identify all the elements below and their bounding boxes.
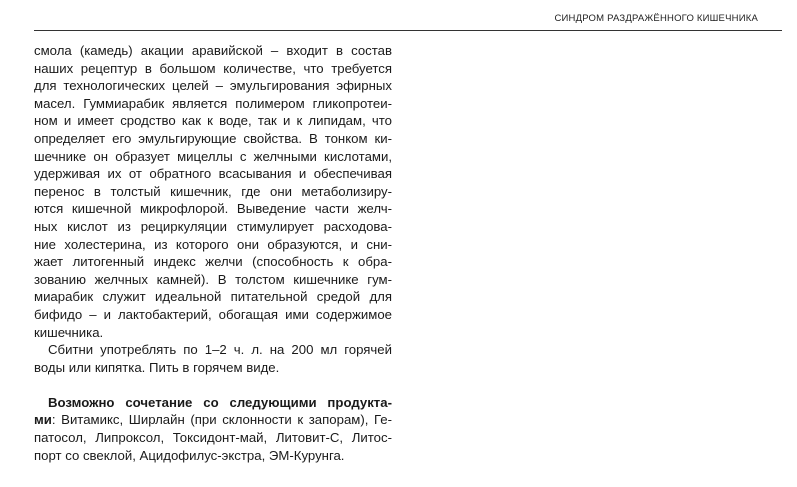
text-line: для технологических целей – эмульгирования эфирных [34, 78, 392, 94]
paragraph-gum-arabic [34, 42, 392, 341]
text-line: кишечника. [34, 324, 104, 340]
text-line: ных кислот из рециркуляции стимулирует расходова- [34, 218, 392, 234]
paragraph-usage [34, 341, 392, 376]
combination-products: : Витамикс, Ширлайн (при склонности к запорам), Ге- [51, 412, 392, 428]
text-line: наших рецептур в большом количестве, что требуется [34, 60, 392, 76]
text-line: Сбитни употреблять по 1–2 ч. л. на 200 мл горячей [48, 342, 392, 358]
text-line: миарабик служит идеальной питательной средой для [34, 289, 392, 305]
text-line: определяет его эмульгирующие свойства. В тонком ки- [34, 130, 392, 146]
text-line: воды или кипятка. Пить в горячем виде. [34, 359, 280, 375]
text-line: масел. Гуммиарабик является полимером гликопротеи- [34, 95, 392, 111]
paragraph-combination [34, 394, 392, 464]
text-line: порт со свеклой, Ацидофилус-экстра, ЭМ-Курунга. [34, 447, 345, 463]
text-line: патосол, Липроксол, Токсидонт-май, Литовит-С, Литос- [34, 430, 392, 446]
text-line: бифидо – и лактобактерий, обогащая ими содержимое [34, 306, 392, 322]
text-line: шечнике он образует мицеллы с желчными кислотами, [34, 148, 392, 164]
text-line [34, 411, 392, 429]
text-line: удерживая их от обратного всасывания и обеспечивая [34, 166, 392, 182]
header-rule [34, 30, 782, 31]
combination-heading-end: ми [34, 412, 52, 428]
text-line: ном и имеет сродство как к воде, так и к липидам, что [34, 113, 392, 129]
running-header: СИНДРОМ РАЗДРАЖЁННОГО КИШЕЧНИКА [554, 13, 758, 24]
text-line: ются кишечной микрофлорой. Выведение части желч- [34, 201, 392, 217]
text-line: перенос в толстый кишечник, где они метаболизиру- [34, 183, 392, 199]
text-column [34, 42, 392, 464]
paragraph-spacer [34, 376, 392, 394]
text-line: зованию желчных камней). В толстом кишечнике гум- [34, 271, 392, 287]
text-line: жает литогенный индекс желчи (способность к обра- [34, 254, 392, 270]
combination-heading: Возможно сочетание со следующими продукта- [48, 394, 392, 410]
text-line: ние холестерина, из которого они образуются, и сни- [34, 236, 392, 252]
text-line: смола (камедь) акации аравийской – входит в состав [34, 43, 392, 58]
